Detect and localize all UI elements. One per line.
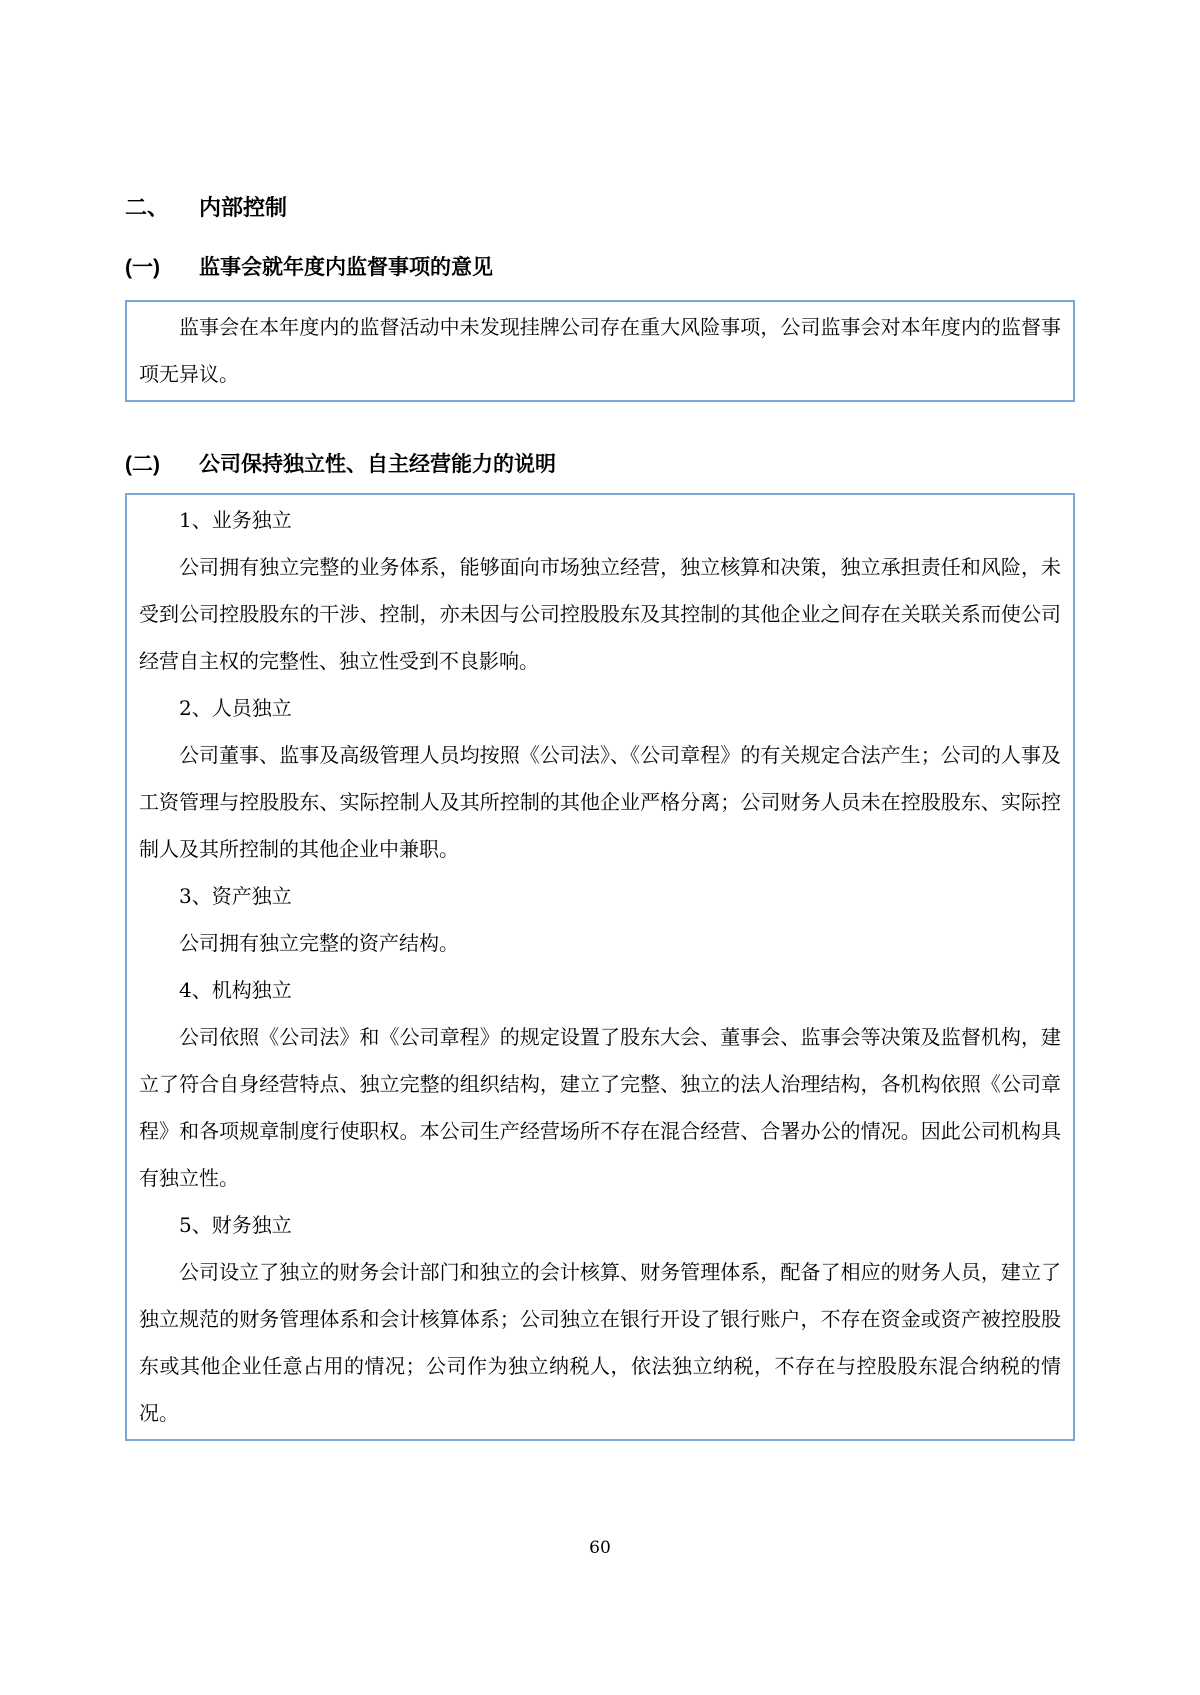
page-number: 60	[589, 1538, 611, 1558]
section-heading	[125, 192, 1075, 224]
paragraph: 公司依照《公司法》和《公司章程》的规定设置了股东大会、董事会、监事会等决策及监督机构，建立了符合自身经营特点、独立完整的组织结构，建立了完整、独立的法人治理结构，各机构依照《公司章程》和各项规章制度行使职权。本公司生产经营场所不存在混合经营、合署办公的情况。因此公司机构具有独立性。	[139, 1025, 1061, 1190]
item-heading-business-independence: 1、业务独立	[179, 508, 292, 532]
section-number: 二、	[125, 195, 170, 220]
supervisory-opinion-box	[125, 300, 1075, 402]
subsection-2-number: (二)	[125, 453, 160, 476]
subsection-1-heading	[125, 252, 1075, 284]
subsection-1-number: (一)	[125, 256, 160, 279]
paragraph: 公司拥有独立完整的业务体系，能够面向市场独立经营，独立核算和决策，独立承担责任和风险，未受到公司控股股东的干涉、控制，亦未因与公司控股股东及其控制的其他企业之间存在关联关系而使公司经营自主权的完整性、独立性受到不良影响。	[139, 555, 1061, 673]
item-heading-asset-independence: 3、资产独立	[179, 884, 292, 908]
section-title: 内部控制	[199, 195, 288, 220]
independence-statement-box	[125, 493, 1075, 1441]
paragraph: 公司董事、监事及高级管理人员均按照《公司法》、《公司章程》的有关规定合法产生；公司的人事及工资管理与控股股东、实际控制人及其所控制的其他企业严格分离；公司财务人员未在控股股东、实际控制人及其所控制的其他企业中兼职。	[139, 743, 1061, 861]
subsection-2-title: 公司保持独立性、自主经营能力的说明	[199, 453, 556, 476]
item-heading-personnel-independence: 2、人员独立	[179, 696, 292, 720]
paragraph: 监事会在本年度内的监督活动中未发现挂牌公司存在重大风险事项，公司监事会对本年度内的监督事项无异议。	[139, 315, 1061, 386]
subsection-1-title: 监事会就年度内监督事项的意见	[199, 256, 493, 279]
paragraph: 公司设立了独立的财务会计部门和独立的会计核算、财务管理体系，配备了相应的财务人员，建立了独立规范的财务管理体系和会计核算体系；公司独立在银行开设了银行账户，不存在资金或资产被控股股东或其他企业任意占用的情况；公司作为独立纳税人，依法独立纳税，不存在与控股股东混合纳税的情况。	[139, 1260, 1061, 1425]
subsection-2-heading	[125, 449, 1075, 481]
item-heading-financial-independence: 5、财务独立	[179, 1213, 292, 1237]
item-heading-organization-independence: 4、机构独立	[179, 978, 292, 1002]
paragraph: 公司拥有独立完整的资产结构。	[179, 931, 459, 955]
page-content	[0, 192, 1200, 1441]
